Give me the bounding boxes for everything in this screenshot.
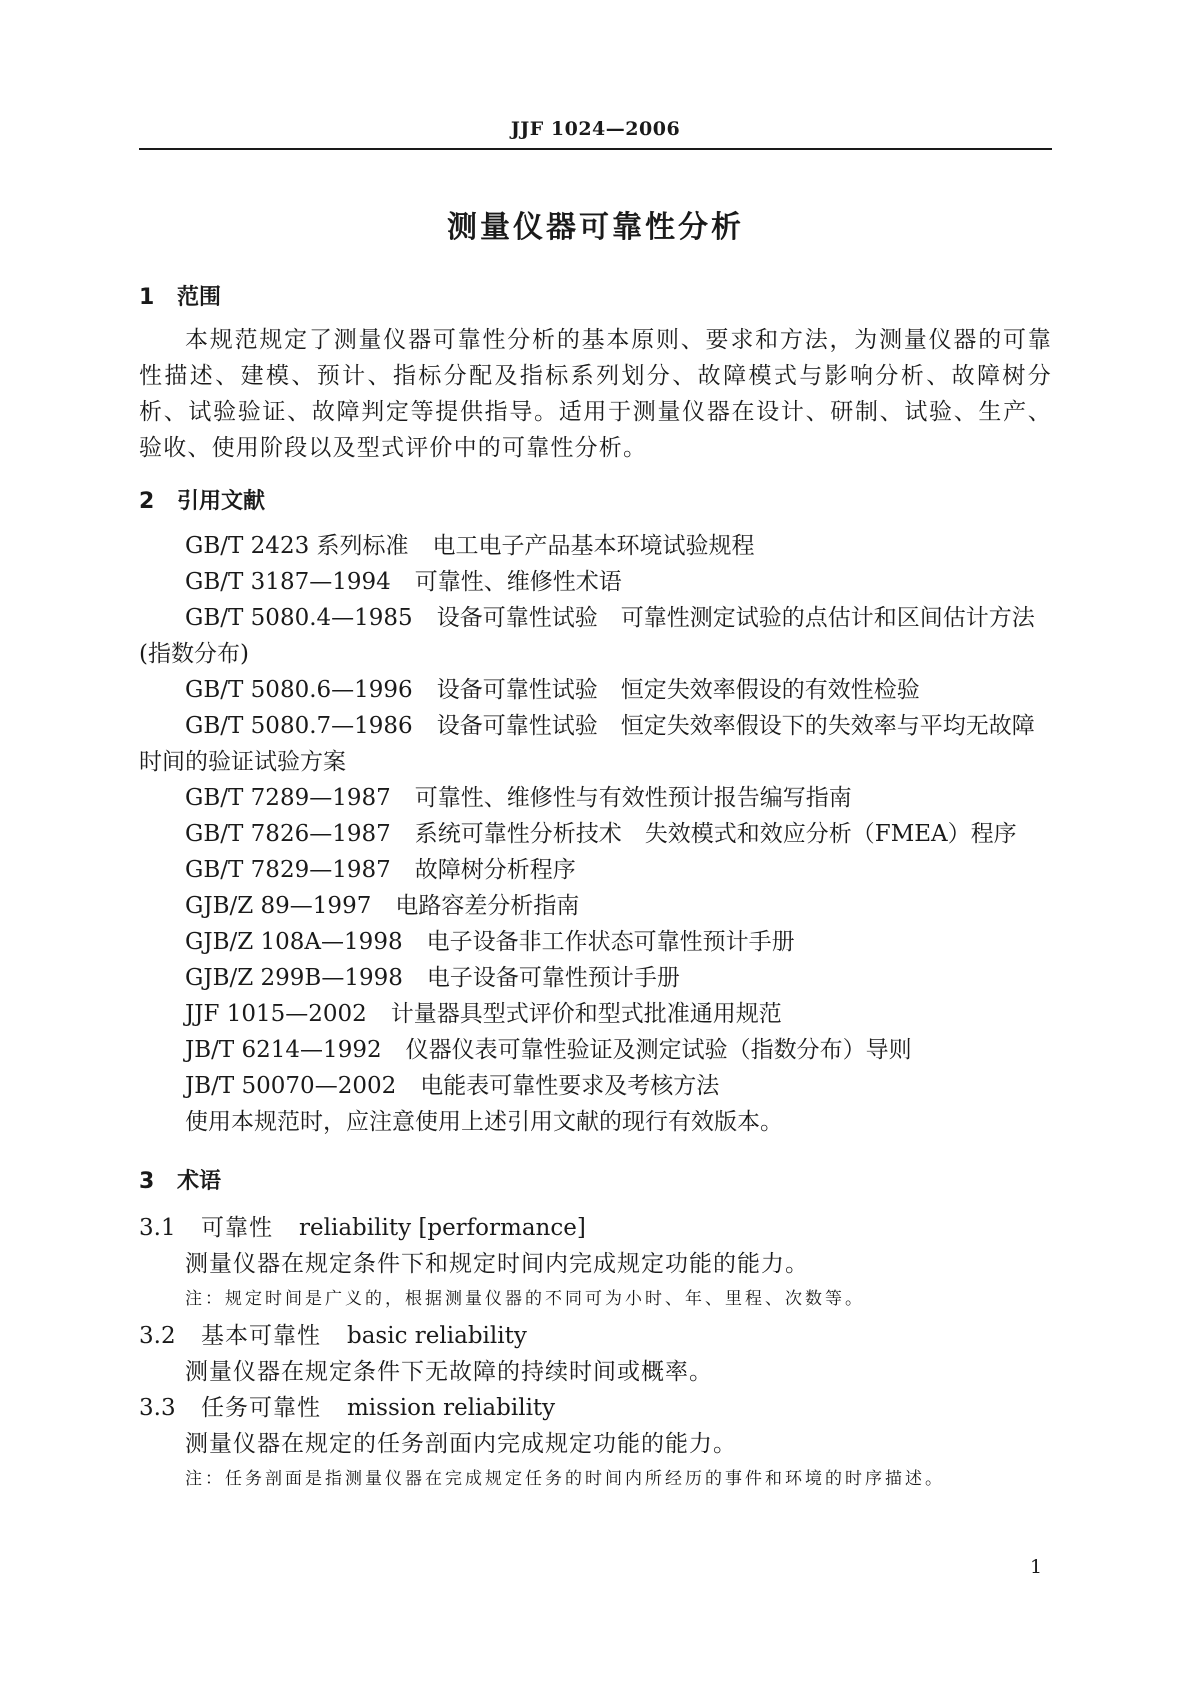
reference-item xyxy=(139,924,1052,960)
reference-continuation: (指数分布) xyxy=(139,641,249,667)
term-number: 3.2 xyxy=(139,1323,176,1349)
reference-item xyxy=(139,888,1052,924)
reference-item xyxy=(139,1068,1052,1104)
reference-item xyxy=(139,1032,1052,1068)
scope-paragraph: 本规范规定了测量仪器可靠性分析的基本原则、要求和方法，为测量仪器的可靠性描述、建模、预计、指标分配及指标系列划分、故障模式与影响分析、故障树分析、试验验证、故障判定等提供指导。适用于测量仪器在设计、研制、试验、生产、验收、使用阶段以及型式评价中的可靠性分析。 xyxy=(139,327,1052,461)
term-english: reliability [performance] xyxy=(299,1215,586,1241)
reference-item xyxy=(139,528,1052,564)
reference-code: GB/T 5080.6—1996 xyxy=(185,677,413,703)
reference-code: JJF 1015—2002 xyxy=(185,1001,367,1027)
reference-code: GB/T 5080.7—1986 xyxy=(185,713,413,739)
term-number: 3.3 xyxy=(139,1395,176,1421)
running-header: JJF 1024—2006 xyxy=(510,118,681,140)
reference-title: 设备可靠性试验 可靠性测定试验的点估计和区间估计方法 xyxy=(436,605,1035,631)
term-chinese: 基本可靠性 xyxy=(201,1323,321,1349)
reference-item xyxy=(139,816,1052,852)
reference-title: 电路容差分析指南 xyxy=(395,893,580,919)
section-number: 3 xyxy=(139,1169,155,1194)
term-chinese: 任务可靠性 xyxy=(201,1395,321,1421)
term-english: basic reliability xyxy=(347,1323,527,1349)
reference-code: GB/T 7826—1987 xyxy=(185,821,391,847)
page-number: 1 xyxy=(1030,1556,1043,1578)
reference-title: 电子设备非工作状态可靠性预计手册 xyxy=(426,929,795,955)
reference-item xyxy=(139,708,1052,780)
section-title: 术语 xyxy=(177,1169,222,1194)
term-entry-heading xyxy=(139,1318,527,1354)
reference-code: GJB/Z 89—1997 xyxy=(185,893,372,919)
term-definition: 测量仪器在规定的任务剖面内完成规定功能的能力。 xyxy=(185,1431,737,1457)
reference-title: 电能表可靠性要求及考核方法 xyxy=(420,1073,720,1099)
term-entry-heading xyxy=(139,1390,555,1426)
reference-code: GJB/Z 108A—1998 xyxy=(185,929,403,955)
term-english: mission reliability xyxy=(347,1395,556,1421)
term-entry-heading xyxy=(139,1210,586,1246)
reference-code: GJB/Z 299B—1998 xyxy=(185,965,403,991)
reference-title: 电工电子产品基本环境试验规程 xyxy=(432,533,755,559)
term-chinese: 可靠性 xyxy=(201,1215,273,1241)
section-title: 范围 xyxy=(177,285,222,310)
reference-item xyxy=(139,672,1052,708)
reference-title: 可靠性、维修性术语 xyxy=(414,569,622,595)
reference-title: 系统可靠性分析技术 失效模式和效应分析（FMEA）程序 xyxy=(414,821,1017,847)
header-rule xyxy=(139,148,1052,150)
reference-code: GB/T 2423 系列标准 xyxy=(185,533,409,559)
term-note: 注：规定时间是广义的，根据测量仪器的不同可为小时、年、里程、次数等。 xyxy=(185,1289,865,1309)
section-heading-terms xyxy=(139,1164,221,1195)
reference-item xyxy=(139,960,1052,996)
reference-code: JB/T 6214—1992 xyxy=(185,1037,382,1063)
reference-item xyxy=(139,780,1052,816)
reference-item xyxy=(139,564,1052,600)
term-definition: 测量仪器在规定条件下和规定时间内完成规定功能的能力。 xyxy=(185,1251,809,1277)
reference-title: 故障树分析程序 xyxy=(414,857,576,883)
reference-code: GB/T 5080.4—1985 xyxy=(185,605,413,631)
document-title: 测量仪器可靠性分析 xyxy=(447,210,744,245)
reference-item xyxy=(139,852,1052,888)
reference-title: 计量器具型式评价和型式批准通用规范 xyxy=(390,1001,782,1027)
reference-code: GB/T 7829—1987 xyxy=(185,857,391,883)
reference-code: GB/T 3187—1994 xyxy=(185,569,391,595)
term-definition: 测量仪器在规定条件下无故障的持续时间或概率。 xyxy=(185,1359,713,1385)
term-number: 3.1 xyxy=(139,1215,176,1241)
reference-title: 电子设备可靠性预计手册 xyxy=(426,965,680,991)
section-title: 引用文献 xyxy=(177,489,266,514)
section-number: 1 xyxy=(139,285,155,310)
section-heading-references xyxy=(139,484,265,515)
reference-item xyxy=(139,600,1052,672)
section-number: 2 xyxy=(139,489,155,514)
reference-title: 设备可靠性试验 恒定失效率假设的有效性检验 xyxy=(436,677,920,703)
reference-code: GB/T 7289—1987 xyxy=(185,785,391,811)
section-heading-scope xyxy=(139,280,221,311)
reference-code: JB/T 50070—2002 xyxy=(185,1073,397,1099)
term-note: 注：任务剖面是指测量仪器在完成规定任务的时间内所经历的事件和环境的时序描述。 xyxy=(185,1469,945,1489)
reference-continuation: 时间的验证试验方案 xyxy=(139,749,346,775)
references-closing-note: 使用本规范时，应注意使用上述引用文献的现行有效版本。 xyxy=(185,1109,783,1135)
reference-title: 可靠性、维修性与有效性预计报告编写指南 xyxy=(414,785,852,811)
reference-title: 设备可靠性试验 恒定失效率假设下的失效率与平均无故障 xyxy=(436,713,1035,739)
reference-item xyxy=(139,996,1052,1032)
reference-title: 仪器仪表可靠性验证及测定试验（指数分布）导则 xyxy=(405,1037,912,1063)
